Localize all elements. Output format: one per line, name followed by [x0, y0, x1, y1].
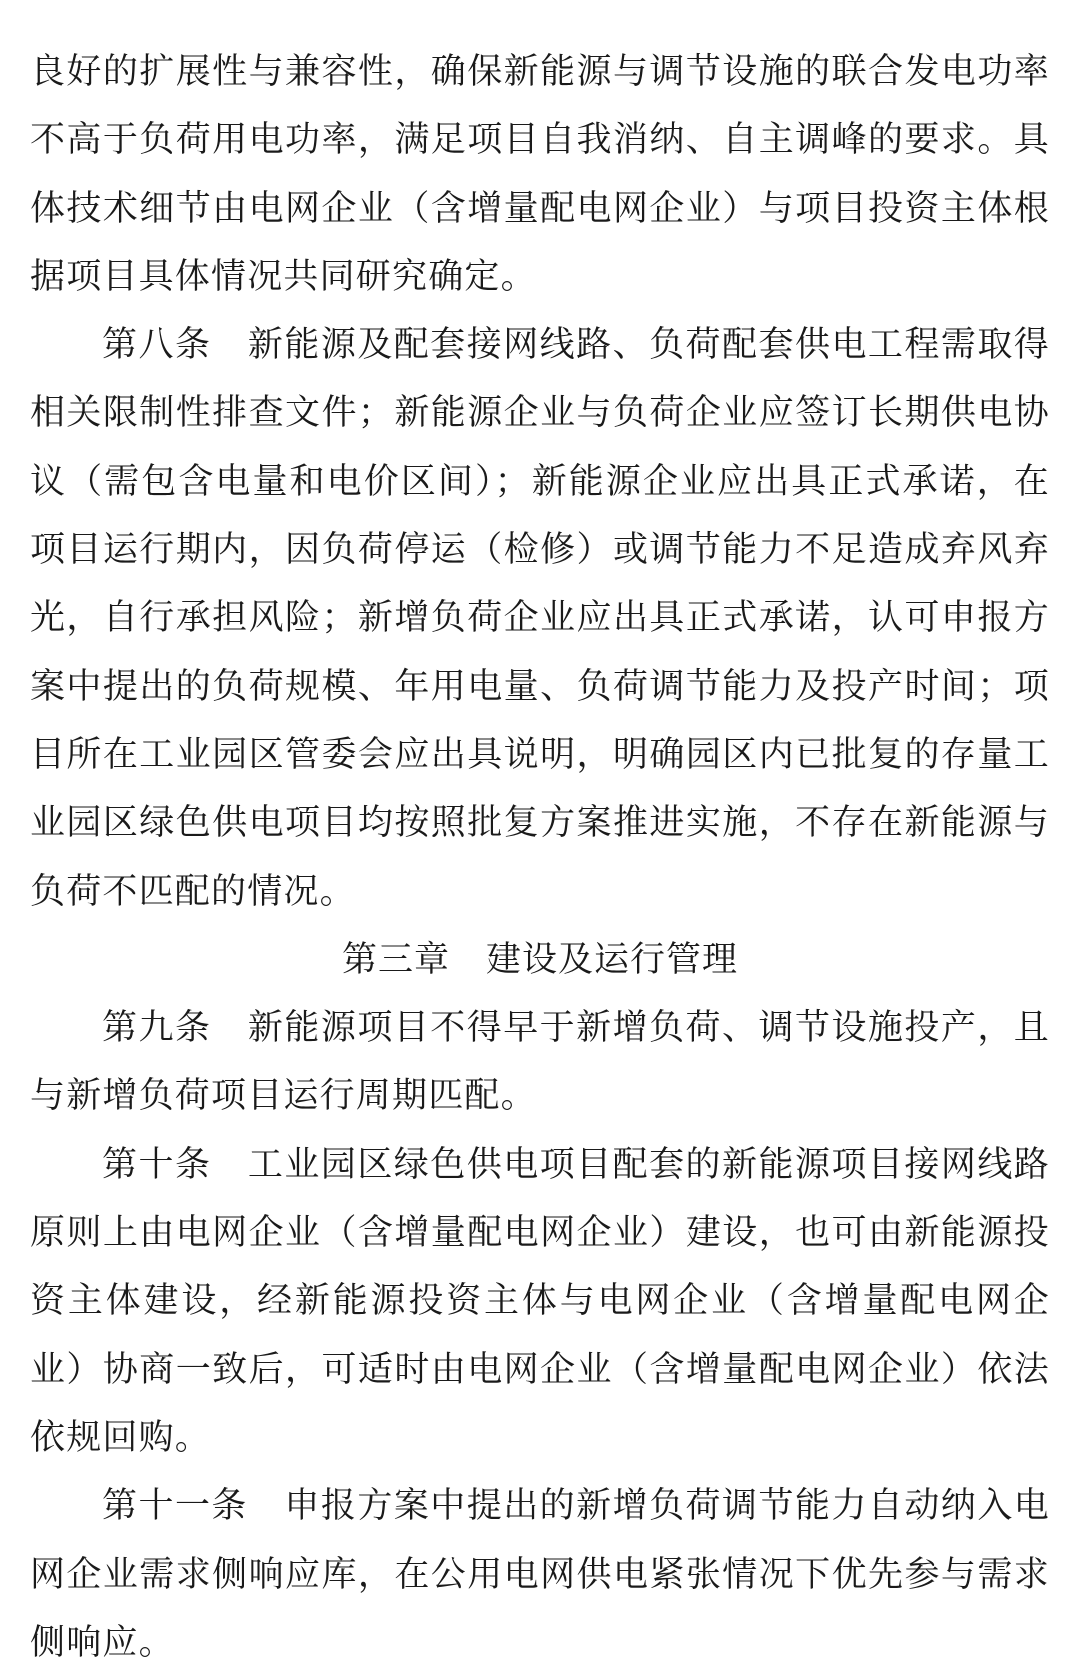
article-text: 新能源项目不得早于新增负荷、调节设施投产，且与新增负荷项目运行周期匹配。 — [30, 1008, 1051, 1117]
article-text: 工业园区绿色供电项目配套的新能源项目接网线路原则上由电网企业（含增量配电网企业）建设，也可由新能源投资主体建设，经新能源投资主体与电网企业（含增量配电网企业）协商一致后，可适时由电网企业（含增量配电网企业）依法依规回购。 — [30, 1144, 1051, 1458]
article-11-paragraph — [30, 1472, 1050, 1677]
article-9-paragraph — [30, 994, 1050, 1131]
article-10-paragraph — [30, 1131, 1050, 1472]
article-number: 第九条 — [102, 1008, 212, 1049]
paragraph-text: 良好的扩展性与兼容性，确保新能源与调节设施的联合发电功率不高于负荷用电功率，满足项目自我消纳、自主调峰的要求。具体技术细节由电网企业（含增量配电网企业）与项目投资主体根据项目具体情况共同研究确定。 — [30, 52, 1050, 297]
article-number: 第十条 — [102, 1144, 212, 1185]
article-text: 新能源及配套接网线路、负荷配套供电工程需取得相关限制性排查文件；新能源企业与负荷企业应签订长期供电协议（需包含电量和电价区间）；新能源企业应出具正式承诺，在项目运行期内，因负荷停运（检修）或调节能力不足造成弃风弃光，自行承担风险；新增负荷企业应出具正式承诺，认可申报方案中提出的负荷规模、年用电量、负荷调节能力及投产时间；项目所在工业园区管委会应出具说明，明确园区内已批复的存量工业园区绿色供电项目均按照批复方案推进实施，不存在新能源与负荷不匹配的情况。 — [30, 325, 1051, 912]
article-number: 第八条 — [102, 325, 212, 366]
article-text: 申报方案中提出的新增负荷调节能力自动纳入电网企业需求侧响应库，在公用电网供电紧张情况下优先参与需求侧响应。 — [30, 1486, 1051, 1663]
paragraph-continued — [30, 38, 1050, 311]
chapter-heading: 第三章 建设及运行管理 — [341, 939, 738, 980]
document-page — [30, 38, 1050, 1677]
article-8-paragraph — [30, 311, 1050, 926]
article-number: 第十一条 — [102, 1486, 248, 1527]
